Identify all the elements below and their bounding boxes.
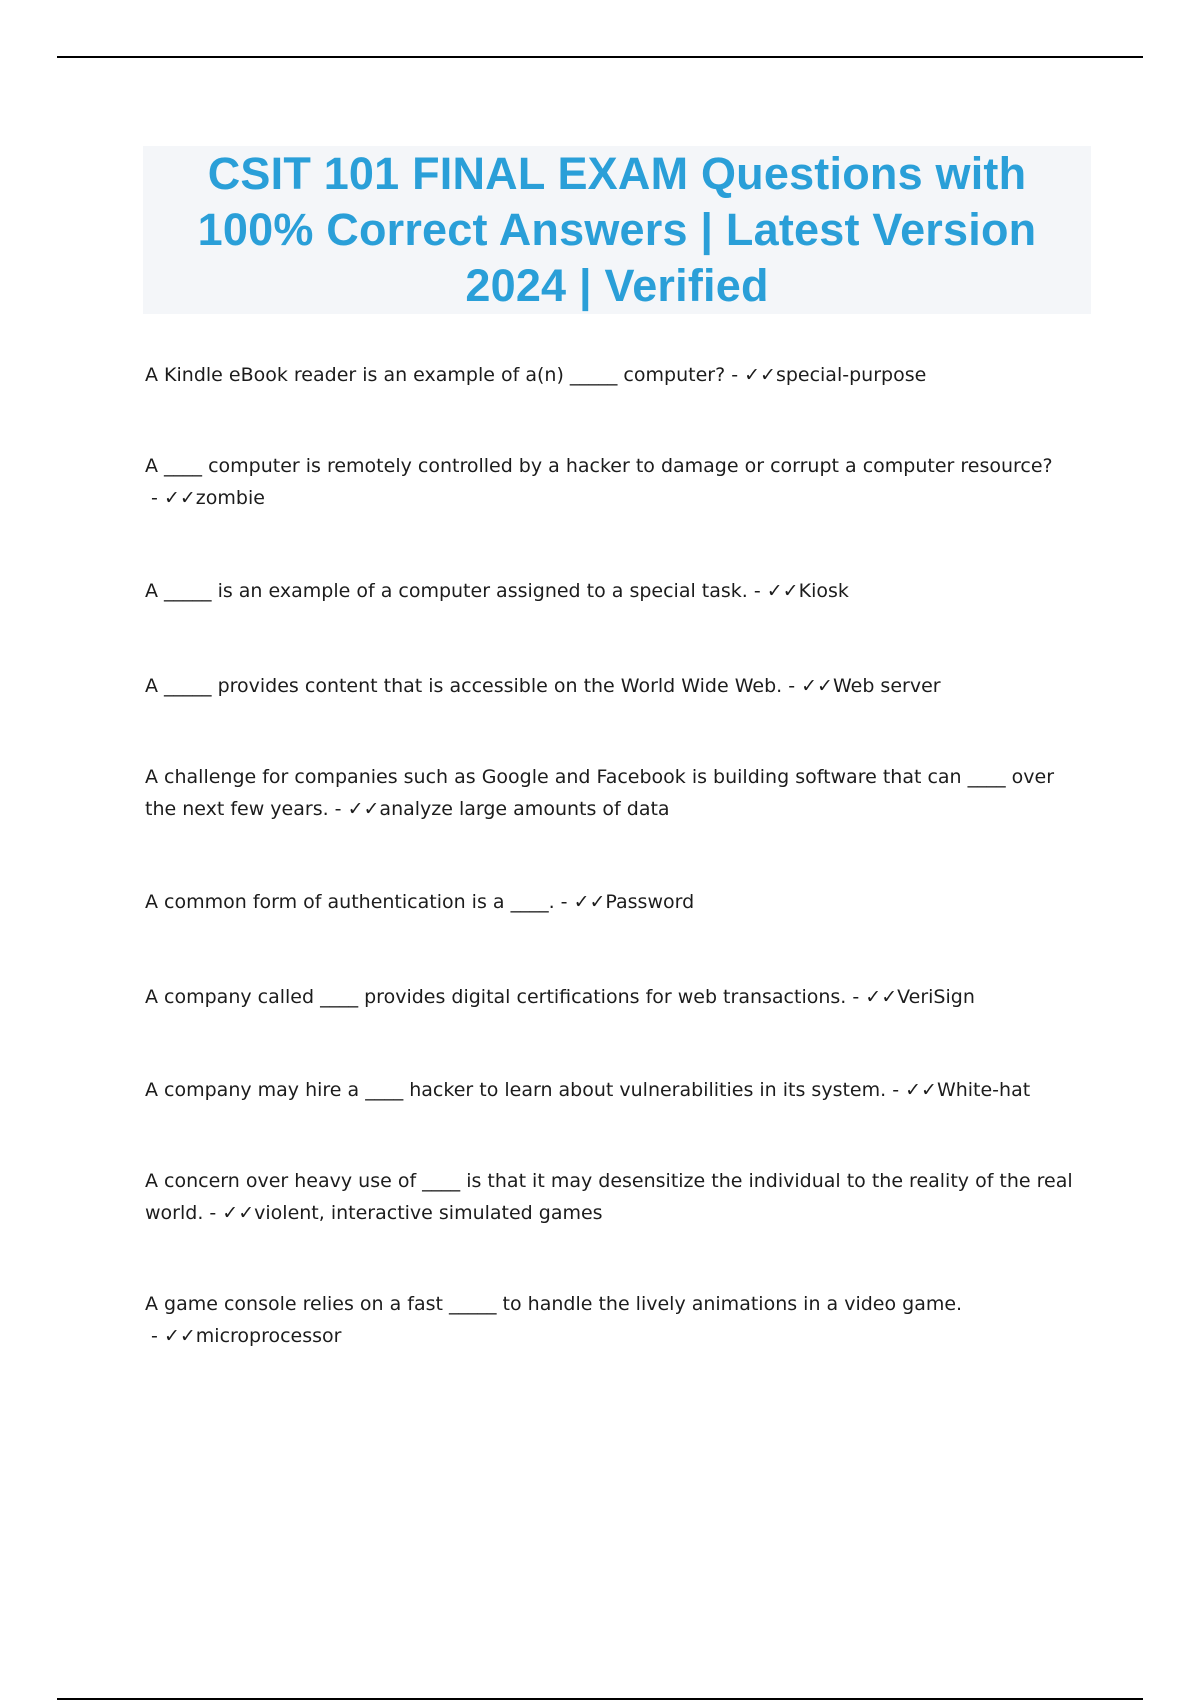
separator: - <box>145 1325 164 1347</box>
check-mark-icon: ✓✓ <box>744 364 776 386</box>
qa-item <box>145 670 1090 702</box>
separator: - <box>747 580 767 602</box>
separator: - <box>145 487 164 509</box>
question-text: A concern over heavy use of ____ is that it may desensitize the individual to the reality of the real world. <box>145 1170 1073 1224</box>
qa-item <box>145 761 1090 825</box>
answer-text: special-purpose <box>775 364 927 386</box>
separator: - <box>846 986 866 1008</box>
check-mark-icon: ✓✓ <box>801 675 833 697</box>
question-text: A game console relies on a fast _____ to handle the lively animations in a video game. <box>145 1293 963 1315</box>
question-text: A _____ provides content that is accessible on the World Wide Web. <box>145 675 783 697</box>
qa-item <box>145 1288 1090 1352</box>
answer-text: Password <box>605 891 695 913</box>
question-text: A _____ is an example of a computer assigned to a special task. <box>145 580 748 602</box>
check-mark-icon: ✓✓ <box>766 580 799 602</box>
separator: - <box>554 891 574 913</box>
check-mark-icon: ✓✓ <box>163 1325 196 1347</box>
separator: - <box>725 364 745 386</box>
answer-text: Kiosk <box>798 580 849 602</box>
qa-item <box>145 450 1090 514</box>
separator: - <box>782 675 802 697</box>
check-mark-icon: ✓✓ <box>163 487 196 509</box>
qa-item <box>145 1074 1090 1106</box>
answer-text: zombie <box>195 487 265 509</box>
question-text: A company called ____ provides digital certifications for web transactions. <box>145 986 847 1008</box>
answer-text: VeriSign <box>897 986 975 1008</box>
top-rule <box>57 56 1143 58</box>
qa-item <box>145 575 1090 607</box>
separator: - <box>328 798 348 820</box>
question-text: A company may hire a ____ hacker to learn about vulnerabilities in its system. <box>145 1079 887 1101</box>
answer-text: Web server <box>832 675 941 697</box>
check-mark-icon: ✓✓ <box>865 986 898 1008</box>
question-text: A Kindle eBook reader is an example of a(n) _____ computer? <box>145 364 726 386</box>
qa-item <box>145 359 1090 391</box>
question-text: A challenge for companies such as Google and Facebook is building software that can ____ over the next few years. <box>145 766 1055 820</box>
check-mark-icon: ✓✓ <box>905 1079 937 1101</box>
separator: - <box>886 1079 906 1101</box>
document-title: CSIT 101 FINAL EXAM Questions with 100% Correct Answers | Latest Version 2024 | Verified <box>197 148 1037 311</box>
answer-text: violent, interactive simulated games <box>254 1202 603 1224</box>
question-text: A common form of authentication is a ____. <box>145 891 555 913</box>
check-mark-icon: ✓✓ <box>347 798 380 820</box>
qa-item <box>145 981 1090 1013</box>
check-mark-icon: ✓✓ <box>222 1202 255 1224</box>
qa-item <box>145 886 1090 918</box>
separator: - <box>203 1202 223 1224</box>
check-mark-icon: ✓✓ <box>573 891 606 913</box>
answer-text: microprocessor <box>195 1325 342 1347</box>
title-banner <box>143 146 1091 314</box>
answer-text: analyze large amounts of data <box>379 798 670 820</box>
answer-text: White-hat <box>936 1079 1031 1101</box>
question-text: A ____ computer is remotely controlled by a hacker to damage or corrupt a computer resource? <box>145 455 1053 477</box>
qa-item <box>145 1165 1090 1229</box>
